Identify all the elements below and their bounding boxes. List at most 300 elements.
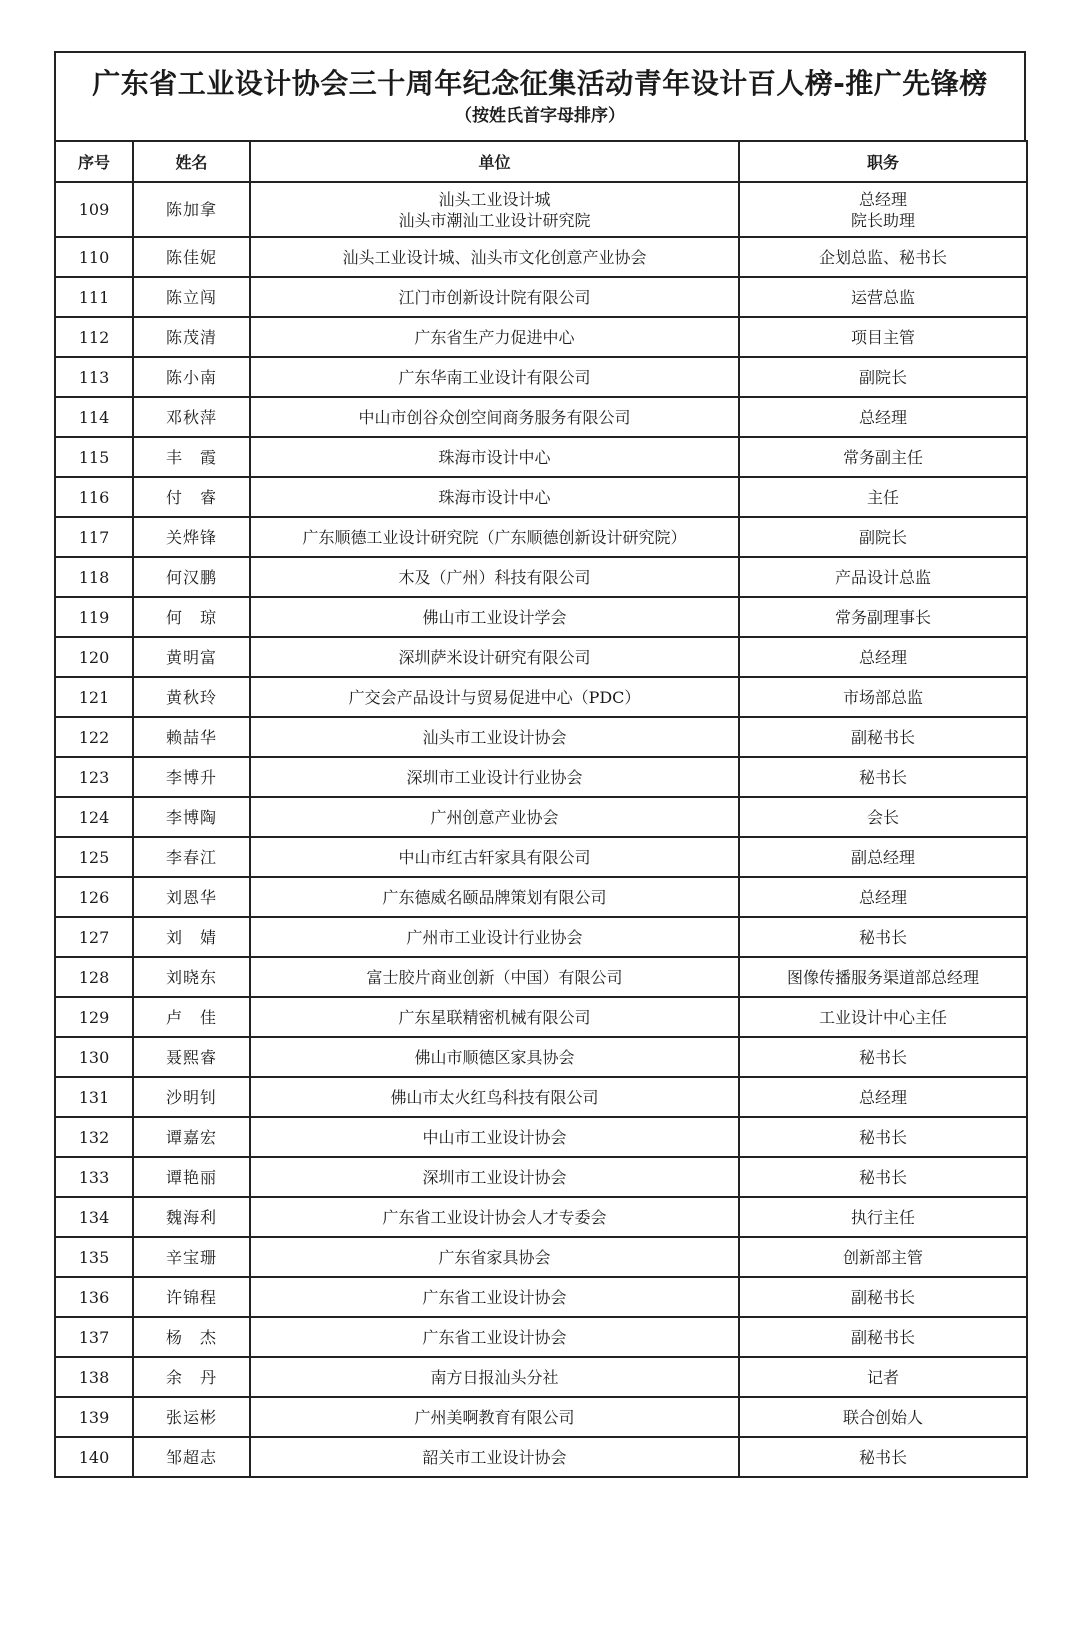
cell-no-text: 138 [78, 1367, 110, 1387]
cell-unit-text: 广东省家具协会 [438, 1247, 551, 1267]
cell-name [133, 277, 250, 317]
table-row [55, 997, 1027, 1037]
cell-position [739, 757, 1027, 797]
cell-position [739, 477, 1027, 517]
cell-unit-text-line2: 汕头市潮汕工业设计研究院 [398, 210, 591, 230]
cell-position-text: 运营总监 [850, 287, 915, 307]
cell-no [55, 837, 133, 877]
cell-position-text: 总经理 [858, 407, 907, 427]
cell-position [739, 182, 1027, 237]
cell-no [55, 637, 133, 677]
cell-name [133, 637, 250, 677]
cell-unit [250, 597, 739, 637]
table-row [55, 677, 1027, 717]
cell-position-text: 秘书长 [858, 1167, 907, 1187]
cell-unit [250, 1437, 739, 1477]
cell-no-text: 129 [78, 1007, 110, 1027]
cell-position [739, 1317, 1027, 1357]
cell-position-text: 总经理 [858, 189, 907, 209]
cell-unit-text: 中山市红古轩家具有限公司 [398, 847, 591, 867]
cell-name-text: 张运彬 [165, 1407, 217, 1427]
cell-position [739, 517, 1027, 557]
cell-no-text: 119 [78, 607, 110, 627]
cell-name-text: 谭嘉宏 [165, 1127, 217, 1147]
cell-name [133, 317, 250, 357]
cell-name [133, 437, 250, 477]
cell-unit [250, 557, 739, 597]
cell-position-text: 副院长 [858, 527, 907, 547]
cell-no-text: 116 [78, 487, 110, 507]
cell-unit [250, 477, 739, 517]
cell-position-text: 联合创始人 [842, 1407, 923, 1427]
cell-position-text: 记者 [866, 1367, 899, 1387]
table-row [55, 917, 1027, 957]
table-row [55, 1037, 1027, 1077]
ranking-table [54, 140, 1028, 1478]
cell-no-text: 124 [78, 807, 110, 827]
cell-name [133, 797, 250, 837]
cell-no-text: 109 [78, 200, 110, 219]
cell-position-text: 副秘书长 [850, 727, 915, 747]
cell-no-text: 111 [78, 287, 110, 307]
cell-unit-text: 广交会产品设计与贸易促进中心（PDC） [348, 687, 641, 707]
cell-unit [250, 957, 739, 997]
cell-name-text: 邓秋萍 [165, 407, 217, 427]
cell-no [55, 317, 133, 357]
cell-no [55, 717, 133, 757]
cell-position-text: 创新部主管 [842, 1247, 923, 1267]
cell-name [133, 717, 250, 757]
cell-no [55, 597, 133, 637]
table-row [55, 517, 1027, 557]
cell-unit [250, 637, 739, 677]
cell-name-text: 刘 婧 [165, 927, 217, 947]
cell-unit [250, 437, 739, 477]
cell-unit [250, 1157, 739, 1197]
cell-position-text: 常务副主任 [842, 447, 923, 467]
cell-no [55, 1357, 133, 1397]
cell-position [739, 1237, 1027, 1277]
cell-no-text: 120 [78, 647, 110, 667]
header-unit: 单位 [250, 141, 739, 182]
cell-no-text: 139 [78, 1407, 110, 1427]
cell-position-text: 副秘书长 [850, 1287, 915, 1307]
cell-name-text: 李博陶 [165, 807, 217, 827]
cell-name-text: 邹超志 [165, 1447, 217, 1467]
table-row [55, 397, 1027, 437]
table-body [55, 182, 1027, 1477]
cell-unit-text: 中山市创谷众创空间商务服务有限公司 [358, 407, 631, 427]
cell-position-text: 秘书长 [858, 927, 907, 947]
cell-no [55, 517, 133, 557]
cell-unit-text: 木及（广州）科技有限公司 [398, 567, 591, 587]
cell-no [55, 1037, 133, 1077]
cell-position-text: 副总经理 [850, 847, 915, 867]
cell-position-text: 常务副理事长 [834, 607, 931, 627]
cell-position-text: 主任 [866, 487, 899, 507]
cell-position [739, 637, 1027, 677]
table-row [55, 437, 1027, 477]
cell-unit-text: 广州市工业设计行业协会 [406, 927, 583, 947]
cell-no-text: 125 [78, 847, 110, 867]
cell-no-text: 130 [78, 1047, 110, 1067]
cell-unit-text: 汕头工业设计城、汕头市文化创意产业协会 [342, 247, 647, 267]
cell-position [739, 1357, 1027, 1397]
cell-no-text: 137 [78, 1327, 110, 1347]
cell-position-text: 图像传播服务渠道部总经理 [786, 967, 979, 987]
cell-name [133, 517, 250, 557]
cell-name-text: 杨 杰 [165, 1327, 217, 1347]
cell-unit-text: 佛山市工业设计学会 [422, 607, 567, 627]
cell-no-text: 112 [78, 327, 110, 347]
cell-no [55, 1237, 133, 1277]
cell-no [55, 957, 133, 997]
cell-unit [250, 677, 739, 717]
cell-position [739, 1197, 1027, 1237]
cell-name [133, 917, 250, 957]
cell-no [55, 1277, 133, 1317]
cell-unit [250, 837, 739, 877]
cell-unit [250, 1237, 739, 1277]
cell-position-text: 副院长 [858, 367, 907, 387]
cell-unit [250, 1277, 739, 1317]
cell-no [55, 1437, 133, 1477]
cell-unit [250, 237, 739, 277]
cell-position [739, 1397, 1027, 1437]
page-title: 广东省工业设计协会三十周年纪念征集活动青年设计百人榜-推广先锋榜 [92, 67, 988, 100]
cell-name [133, 477, 250, 517]
cell-no-text: 127 [78, 927, 110, 947]
cell-name [133, 837, 250, 877]
cell-name [133, 397, 250, 437]
table-row [55, 357, 1027, 397]
cell-no-text: 133 [78, 1167, 110, 1187]
cell-no [55, 182, 133, 237]
cell-name-text: 沙明钊 [165, 1087, 217, 1107]
cell-unit [250, 717, 739, 757]
cell-name-text: 聂熙睿 [165, 1047, 217, 1067]
cell-name [133, 1197, 250, 1237]
table-row [55, 1317, 1027, 1357]
cell-no [55, 397, 133, 437]
page-subtitle: （按姓氏首字母排序） [455, 106, 625, 126]
cell-name-text: 丰 霞 [165, 447, 217, 467]
cell-name-text: 赖喆华 [165, 727, 217, 747]
cell-name-text: 陈立闯 [165, 287, 217, 307]
cell-name-text: 陈加拿 [165, 200, 217, 219]
cell-position [739, 1077, 1027, 1117]
cell-name-text: 李博升 [165, 767, 217, 787]
cell-name [133, 1117, 250, 1157]
table-row [55, 1277, 1027, 1317]
cell-no-text: 114 [78, 407, 110, 427]
cell-no [55, 357, 133, 397]
cell-no-text: 126 [78, 887, 110, 907]
cell-position [739, 917, 1027, 957]
cell-position [739, 677, 1027, 717]
table-row [55, 717, 1027, 757]
cell-position-text: 工业设计中心主任 [818, 1007, 947, 1027]
cell-no-text: 117 [78, 527, 110, 547]
cell-unit [250, 277, 739, 317]
table-row [55, 1237, 1027, 1277]
cell-name [133, 1037, 250, 1077]
cell-name [133, 877, 250, 917]
cell-unit-text: 广东省工业设计协会人才专委会 [382, 1207, 607, 1227]
cell-name [133, 1397, 250, 1437]
cell-position-text: 秘书长 [858, 1047, 907, 1067]
cell-name-text: 辛宝珊 [165, 1247, 217, 1267]
cell-name-text: 陈茂清 [165, 327, 217, 347]
cell-unit [250, 517, 739, 557]
cell-name-text: 何 琼 [165, 607, 217, 627]
cell-no-text: 132 [78, 1127, 110, 1147]
cell-name [133, 357, 250, 397]
cell-unit-text: 广东省工业设计协会 [422, 1327, 567, 1347]
cell-name [133, 1157, 250, 1197]
cell-no-text: 140 [78, 1447, 110, 1467]
cell-unit-text: 广东省生产力促进中心 [414, 327, 575, 347]
cell-name [133, 1357, 250, 1397]
cell-position-text: 产品设计总监 [834, 567, 931, 587]
table-row [55, 637, 1027, 677]
cell-name-text: 李春江 [165, 847, 217, 867]
cell-unit-text: 汕头工业设计城 [438, 189, 551, 209]
cell-no [55, 1117, 133, 1157]
cell-no [55, 917, 133, 957]
cell-no-text: 122 [78, 727, 110, 747]
cell-name-text: 黄明富 [165, 647, 217, 667]
cell-name-text: 黄秋玲 [165, 687, 217, 707]
cell-no [55, 557, 133, 597]
cell-position [739, 557, 1027, 597]
cell-unit [250, 357, 739, 397]
cell-name [133, 997, 250, 1037]
cell-name [133, 1237, 250, 1277]
document-sheet [54, 51, 1026, 1478]
cell-name [133, 237, 250, 277]
cell-no [55, 477, 133, 517]
cell-name-text: 魏海利 [165, 1207, 217, 1227]
cell-position [739, 237, 1027, 277]
cell-position [739, 997, 1027, 1037]
table-row [55, 1117, 1027, 1157]
cell-no-text: 115 [78, 447, 110, 467]
cell-unit-text: 广州美啊教育有限公司 [414, 1407, 575, 1427]
cell-unit-text: 南方日报汕头分社 [430, 1367, 559, 1387]
cell-name [133, 1077, 250, 1117]
cell-position-text: 副秘书长 [850, 1327, 915, 1347]
table-row [55, 277, 1027, 317]
cell-no-text: 123 [78, 767, 110, 787]
table-row [55, 837, 1027, 877]
cell-position-text: 总经理 [858, 647, 907, 667]
cell-position-text: 秘书长 [858, 1127, 907, 1147]
cell-no [55, 757, 133, 797]
cell-name [133, 757, 250, 797]
cell-position-text: 总经理 [858, 1087, 907, 1107]
cell-name-text: 谭艳丽 [165, 1167, 217, 1187]
cell-unit-text: 广东省工业设计协会 [422, 1287, 567, 1307]
cell-position [739, 1117, 1027, 1157]
cell-name-text: 陈佳妮 [165, 247, 217, 267]
cell-position-text: 秘书长 [858, 1447, 907, 1467]
cell-position [739, 1157, 1027, 1197]
cell-no [55, 797, 133, 837]
cell-no [55, 237, 133, 277]
cell-position [739, 277, 1027, 317]
cell-unit [250, 797, 739, 837]
table-row [55, 1397, 1027, 1437]
cell-position-text: 总经理 [858, 887, 907, 907]
cell-position [739, 1037, 1027, 1077]
cell-unit [250, 1077, 739, 1117]
cell-position [739, 837, 1027, 877]
cell-name [133, 677, 250, 717]
cell-no [55, 877, 133, 917]
cell-unit-text: 广东德威名颐品牌策划有限公司 [382, 887, 607, 907]
cell-position-text: 会长 [866, 807, 899, 827]
cell-name-text: 陈小南 [165, 367, 217, 387]
cell-name [133, 182, 250, 237]
cell-position [739, 437, 1027, 477]
title-block [54, 51, 1026, 140]
cell-name-text: 何汉鹏 [165, 567, 217, 587]
cell-unit-text: 富士胶片商业创新（中国）有限公司 [366, 967, 623, 987]
cell-unit [250, 1037, 739, 1077]
cell-unit-text: 佛山市顺德区家具协会 [414, 1047, 575, 1067]
header-position: 职务 [739, 141, 1027, 182]
cell-no-text: 131 [78, 1087, 110, 1107]
header-name: 姓名 [133, 141, 250, 182]
cell-unit [250, 317, 739, 357]
cell-no [55, 677, 133, 717]
cell-unit-text: 广东顺德工业设计研究院（广东顺德创新设计研究院） [302, 527, 687, 547]
cell-name [133, 1437, 250, 1477]
cell-unit-text: 韶关市工业设计协会 [422, 1447, 567, 1467]
cell-name-text: 付 睿 [165, 487, 217, 507]
cell-name [133, 597, 250, 637]
cell-unit [250, 1197, 739, 1237]
cell-position-text: 企划总监、秘书长 [818, 247, 947, 267]
cell-position [739, 397, 1027, 437]
cell-position [739, 877, 1027, 917]
cell-unit-text: 佛山市太火红鸟科技有限公司 [390, 1087, 599, 1107]
cell-no-text: 136 [78, 1287, 110, 1307]
cell-unit-text: 深圳市工业设计行业协会 [406, 767, 583, 787]
cell-no-text: 128 [78, 967, 110, 987]
table-header-row [55, 141, 1027, 182]
cell-name [133, 957, 250, 997]
cell-unit [250, 997, 739, 1037]
cell-no-text: 121 [78, 687, 110, 707]
table-row [55, 237, 1027, 277]
cell-position-text: 项目主管 [850, 327, 915, 347]
cell-no [55, 1157, 133, 1197]
cell-unit-text: 珠海市设计中心 [438, 487, 551, 507]
cell-unit [250, 877, 739, 917]
cell-position [739, 797, 1027, 837]
cell-position-text: 市场部总监 [842, 687, 923, 707]
cell-no-text: 110 [78, 247, 110, 267]
table-row [55, 1197, 1027, 1237]
table-row [55, 1077, 1027, 1117]
table-row [55, 1157, 1027, 1197]
cell-name [133, 557, 250, 597]
cell-unit-text: 汕头市工业设计协会 [422, 727, 567, 747]
table-row [55, 1437, 1027, 1477]
header-no: 序号 [55, 141, 133, 182]
cell-no-text: 135 [78, 1247, 110, 1267]
table-row [55, 877, 1027, 917]
cell-unit [250, 757, 739, 797]
cell-name [133, 1277, 250, 1317]
table-row [55, 317, 1027, 357]
cell-position-text: 执行主任 [850, 1207, 915, 1227]
cell-unit [250, 917, 739, 957]
cell-position-text: 秘书长 [858, 767, 907, 787]
cell-position [739, 717, 1027, 757]
table-row [55, 1357, 1027, 1397]
table-row [55, 597, 1027, 637]
table-row [55, 182, 1027, 237]
cell-unit-text: 珠海市设计中心 [438, 447, 551, 467]
cell-no [55, 1077, 133, 1117]
cell-name-text: 余 丹 [165, 1367, 217, 1387]
cell-unit [250, 397, 739, 437]
cell-unit-text: 江门市创新设计院有限公司 [398, 287, 591, 307]
cell-unit-text: 中山市工业设计协会 [422, 1127, 567, 1147]
cell-name-text: 刘恩华 [165, 887, 217, 907]
cell-unit-text: 广东华南工业设计有限公司 [398, 367, 591, 387]
cell-no-text: 134 [78, 1207, 110, 1227]
cell-unit-text: 广东星联精密机械有限公司 [398, 1007, 591, 1027]
table-row [55, 557, 1027, 597]
cell-position [739, 597, 1027, 637]
cell-position [739, 957, 1027, 997]
cell-unit [250, 182, 739, 237]
table-row [55, 797, 1027, 837]
cell-no-text: 113 [78, 367, 110, 387]
cell-position [739, 1277, 1027, 1317]
table-row [55, 477, 1027, 517]
cell-unit-text: 深圳市工业设计协会 [422, 1167, 567, 1187]
cell-no [55, 997, 133, 1037]
cell-unit [250, 1397, 739, 1437]
cell-no [55, 1317, 133, 1357]
cell-position [739, 357, 1027, 397]
cell-unit-text: 深圳萨米设计研究有限公司 [398, 647, 591, 667]
cell-name-text: 许锦程 [165, 1287, 217, 1307]
cell-position [739, 317, 1027, 357]
table-row [55, 957, 1027, 997]
cell-unit [250, 1317, 739, 1357]
cell-name [133, 1317, 250, 1357]
cell-position-text-line2: 院长助理 [850, 210, 915, 230]
cell-no [55, 277, 133, 317]
cell-no [55, 1397, 133, 1437]
table-row [55, 757, 1027, 797]
cell-name-text: 卢 佳 [165, 1007, 217, 1027]
cell-unit [250, 1357, 739, 1397]
cell-no-text: 118 [78, 567, 110, 587]
cell-unit [250, 1117, 739, 1157]
cell-position [739, 1437, 1027, 1477]
cell-no [55, 437, 133, 477]
cell-name-text: 刘晓东 [165, 967, 217, 987]
cell-no [55, 1197, 133, 1237]
cell-name-text: 关烨锋 [165, 527, 217, 547]
